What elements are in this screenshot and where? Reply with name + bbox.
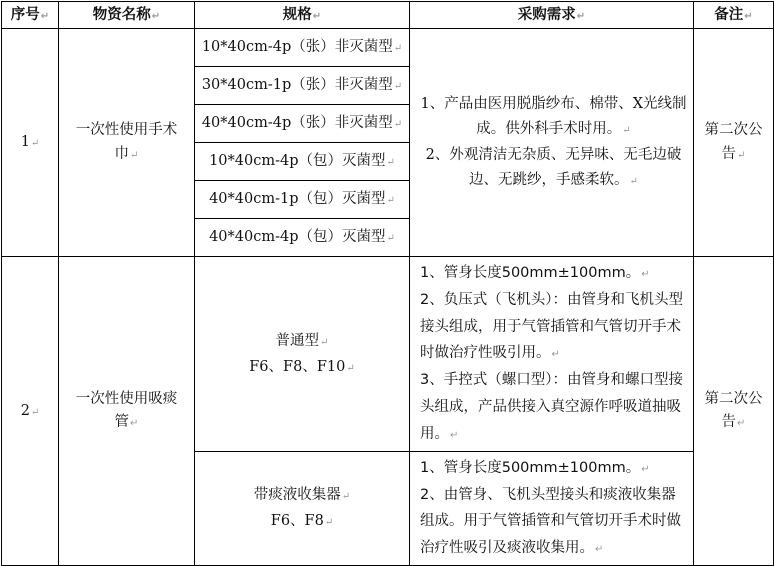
requirement-line: 2、由管身、飞机头型接头和痰液收集器组成。用于气管插管和气管切开手术时做治疗性吸引及痰液收集用。↵ [420,486,681,557]
header-note: 备注↵ [694,2,774,29]
spec-cell: 40*40cm-4p（包）灭菌型↵ [195,219,410,257]
requirement-line: 1、产品由医用脱脂纱布、棉带、X光线制成。供外科手术时用。↵ [420,95,687,138]
header-requirements: 采购需求↵ [410,2,694,29]
requirements-cell [410,257,694,452]
spec-cell: 40*40cm-4p（张）非灭菌型↵ [195,105,410,143]
spec-sizes: F6、F8↵ [270,513,334,530]
table-row [2,257,774,452]
spec-sizes: F6、F8、F10↵ [249,358,355,375]
header-name: 物资名称↵ [59,2,195,29]
spec-type: 普通型↵ [275,332,329,349]
header-spec: 规格↵ [195,2,410,29]
item-note: 第二次公告↵ [694,257,774,566]
spec-cell: 40*40cm-1p（包）灭菌型↵ [195,181,410,219]
table-row [2,29,774,67]
requirement-line: 3、手控式（螺口型）：由管身和螺口型接头组成，产品供接入真空源作呼吸道抽吸用。↵ [420,372,683,442]
requirement-line: 2、外观清洁无杂质、无异味、无毛边破边、无跳纱，手感柔软。↵ [425,146,682,188]
requirement-line: 1、管身长度500mm±100mm。↵ [420,265,650,281]
item-seq: 1↵ [2,29,59,257]
requirement-line: 1、管身长度500mm±100mm。↵ [420,459,650,476]
requirement-line: 2、负压式（飞机头）：由管身和飞机头型接头组成，用于气管插管和气管切开手术时做治疗性吸引用。↵ [420,291,683,362]
spec-cell [195,257,410,452]
procurement-table [1,1,774,566]
item-name: 一次性使用吸痰管↵ [59,257,195,566]
spec-cell [195,451,410,565]
header-row [2,2,774,29]
requirements-cell [410,29,694,257]
header-seq: 序号↵ [2,2,59,29]
spec-cell: 10*40cm-4p（包）灭菌型↵ [195,143,410,181]
spec-cell: 30*40cm-1p（张）非灭菌型↵ [195,67,410,105]
spec-cell: 10*40cm-4p（张）非灭菌型↵ [195,29,410,67]
item-seq: 2↵ [2,257,59,566]
requirements-cell [410,451,694,565]
spec-type: 带痰液收集器↵ [253,487,351,504]
item-note: 第二次公告↵ [694,29,774,257]
item-name: 一次性使用手术巾↵ [59,29,195,257]
